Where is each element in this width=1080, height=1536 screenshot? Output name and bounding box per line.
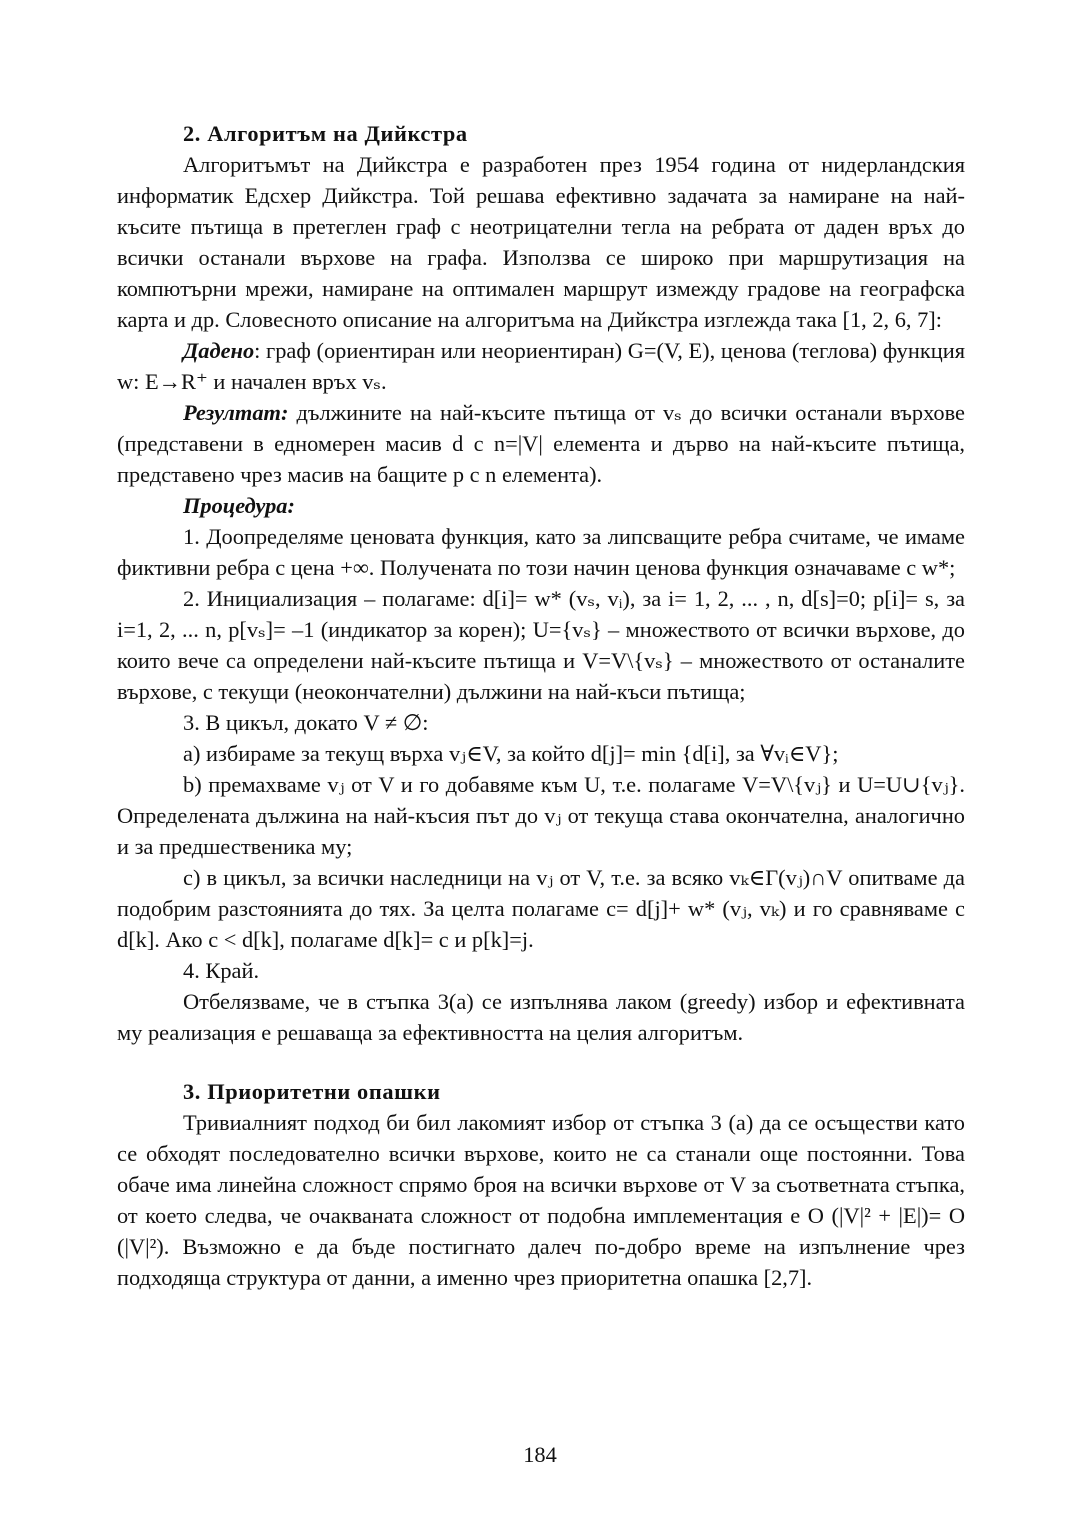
given-paragraph xyxy=(117,335,965,397)
result-text: дължините на най-късите пътища от vₛ до всички останали върхове (представени в едномерен масив d с n=|V| елемента и дърво на най-късите пътища, представено чрез масив на бащите p с n елемента). xyxy=(117,400,965,487)
page-body xyxy=(117,118,965,1293)
step-4: 4. Край. xyxy=(183,958,260,983)
procedure-label: Процедура: xyxy=(183,493,295,518)
step-3a: a) избираме за текущ върха vⱼ∈V, за който d[j]= min {d[i], за ∀vᵢ∈V}; xyxy=(183,741,839,766)
step-2: 2. Инициализация – полагаме: d[i]= w* (vₛ, vᵢ), за i= 1, 2, ... , n, d[s]=0; p[i]= s, за i=1, 2, ... n, p[vₛ]= –1 (индикатор за корен); U={vₛ} – множеството от всички върхове, до които вече са определени най-късите пътища и V=V\{vₛ} – множеството от останалите върхове, с текущи (неокончателни) дължини на най-къси пътища; xyxy=(117,586,965,704)
result-paragraph xyxy=(117,397,965,490)
given-text: : граф (ориентиран или неориентиран) G=(V, E), ценова (теглова) функция w: E→R⁺ и начален връх vₛ. xyxy=(117,338,965,394)
step-3b: b) премахваме vⱼ от V и го добавяме към U, т.е. полагаме V=V\{vⱼ} и U=U∪{vⱼ}. Определената дължина на най-късия път до vⱼ от текуща става окончателна, аналогично и за предшественика му; xyxy=(117,772,965,859)
page-number: 184 xyxy=(523,1442,557,1467)
section-gap xyxy=(117,1048,965,1076)
step-3c: c) в цикъл, за всички наследници на vⱼ от V, т.е. за всяко vₖ∈Γ(vⱼ)∩V опитваме да подобрим разстоянията до тях. За целта полагаме c= d[j]+ w* (vⱼ, vₖ) и го сравняваме с d[k]. Ако c < d[k], полагаме d[k]= c и p[k]=j. xyxy=(117,865,965,952)
greedy-note-paragraph: Отбелязваме, че в стъпка 3(a) се изпълнява лаком (greedy) избор и ефективната му реализация е решаваща за ефективността на целия алгоритъм. xyxy=(117,989,965,1045)
dijkstra-intro-paragraph: Алгоритъмът на Дийкстра е разработен през 1954 година от нидерландския информатик Едсхер Дийкстра. Той решава ефективно задачата за намиране на най-късите пътища в претеглен граф с неотрицателни тегла на ребрата от даден връх до всички останали върхове на графа. Използва се широко при маршрутизация на компютърни мрежи, намиране на оптимален маршрут измежду градове на географска карта и др. Словесното описание на алгоритъма на Дийкстра изглежда така [1, 2, 6, 7]: xyxy=(117,152,965,332)
section-heading-priority-queues: 3. Приоритетни опашки xyxy=(183,1079,441,1104)
given-label: Дадено xyxy=(183,338,255,363)
result-label: Резултат: xyxy=(183,400,289,425)
step-3: 3. В цикъл, докато V ≠ ∅: xyxy=(183,710,429,735)
priority-queues-paragraph: Тривиалният подход би бил лакомият избор от стъпка 3 (a) да се осъществи като се обходят последователно всички върхове, които не са станали още постоянни. Това обаче има линейна сложност спрямо броя на всички върхове от V за съответната стъпка, от което следва, че очакваната сложност от подобна имплементация е O (|V|² + |E|)= O (|V|²). Възможно е да бъде постигнато далеч по-добро време на изпълнение чрез подходяща структура от данни, а именно чрез приоритетна опашка [2,7]. xyxy=(117,1110,965,1290)
step-1: 1. Доопределяме ценовата функция, като за липсващите ребра считаме, че имаме фиктивни ребра с цена +∞. Получената по този начин ценова функция означаваме с w*; xyxy=(117,524,965,580)
section-heading-dijkstra: 2. Алгоритъм на Дийкстра xyxy=(183,121,468,146)
procedure-paragraph xyxy=(117,490,965,521)
